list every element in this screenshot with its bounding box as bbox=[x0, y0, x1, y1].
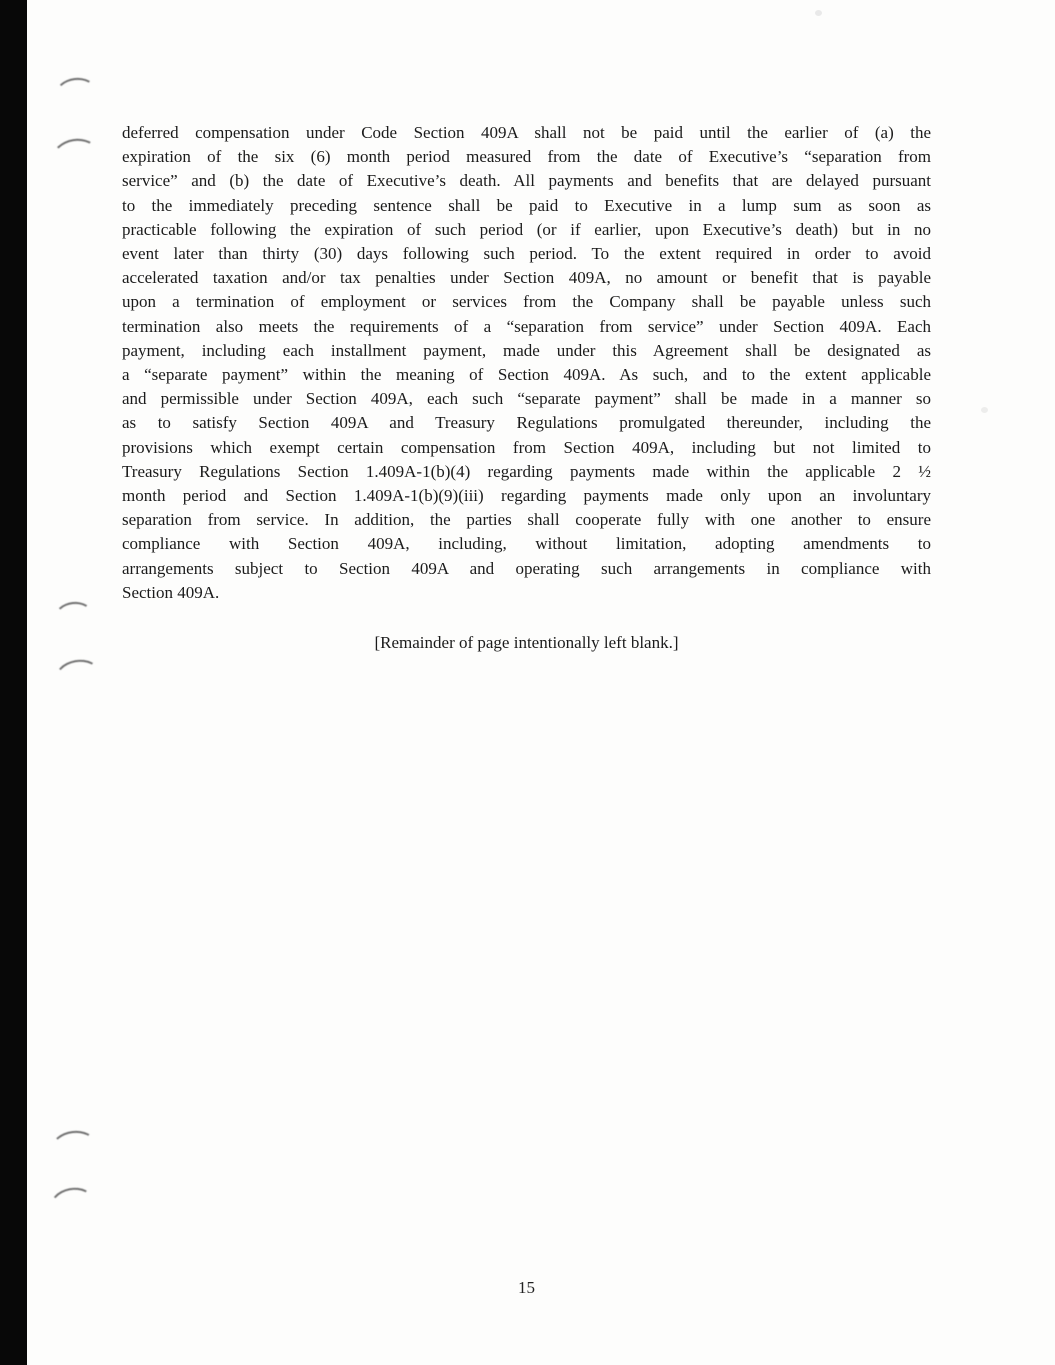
document-body bbox=[122, 121, 931, 655]
scan-arc-artifact bbox=[47, 1184, 98, 1226]
paragraph-line: termination also meets the requirements of a “separation from service” under Section 409A. Each bbox=[122, 316, 931, 336]
paragraph-line: upon a termination of employment or services from the Company shall be payable unless such bbox=[122, 292, 931, 312]
paragraph-line: to the immediately preceding sentence shall be paid to Executive in a lump sum as soon as bbox=[122, 195, 931, 215]
paragraph-line: practicable following the expiration of such period (or if earlier, upon Executive’s death) but in no bbox=[122, 219, 931, 239]
paragraph-line: as to satisfy Section 409A and Treasury Regulations promulgated thereunder, including the bbox=[122, 413, 931, 433]
paragraph-line: Section 409A. bbox=[122, 582, 220, 602]
scanner-edge-strip bbox=[0, 0, 27, 1365]
paragraph-line: accelerated taxation and/or tax penalties under Section 409A, no amount or benefit that is payable bbox=[122, 268, 931, 288]
paragraph-line: separation from service. In addition, the parties shall cooperate fully with one another to ensure bbox=[122, 510, 931, 530]
paragraph-line: month period and Section 1.409A-1(b)(9)(iii) regarding payments made only upon an involuntary bbox=[122, 486, 931, 506]
scan-arc-artifact bbox=[52, 656, 103, 697]
paragraph-line: service” and (b) the date of Executive’s death. All payments and benefits that are delayed pursuant bbox=[122, 171, 931, 191]
scan-arc-artifact bbox=[51, 136, 100, 175]
remainder-notice: [Remainder of page intentionally left blank.] bbox=[374, 633, 679, 653]
paragraph-line: deferred compensation under Code Section 409A shall not be paid until the earlier of (a) the bbox=[122, 123, 931, 142]
paragraph-line: provisions which exempt certain compensation from Section 409A, including but not limited to bbox=[122, 437, 931, 457]
scan-arc-artifact bbox=[54, 76, 97, 109]
scan-speck-artifact bbox=[815, 10, 822, 16]
paragraph-line: expiration of the six (6) month period measured from the date of Executive’s “separation from bbox=[122, 147, 931, 167]
body-paragraph bbox=[122, 121, 931, 605]
paragraph-line: compliance with Section 409A, including, without limitation, adopting amendments to bbox=[122, 534, 931, 554]
paragraph-line: a “separate payment” within the meaning of Section 409A. As such, and to the extent applicable bbox=[122, 365, 931, 385]
paragraph-line: Treasury Regulations Section 1.409A-1(b)(4) regarding payments made within the applicable 2 ½ bbox=[122, 461, 931, 481]
paragraph-line: arrangements subject to Section 409A and operating such arrangements in compliance with bbox=[122, 558, 931, 578]
paragraph-line: event later than thirty (30) days following such period. To the extent required in order to avoid bbox=[122, 244, 931, 264]
paragraph-line: payment, including each installment payment, made under this Agreement shall be designated as bbox=[122, 340, 931, 360]
scan-arc-artifact bbox=[50, 1128, 97, 1163]
scan-speck-artifact bbox=[981, 407, 988, 413]
paragraph-line: and permissible under Section 409A, each such “separate payment” shall be made in a manner so bbox=[122, 389, 931, 409]
page-number: 15 bbox=[518, 1278, 535, 1297]
scan-arc-artifact bbox=[54, 600, 95, 632]
